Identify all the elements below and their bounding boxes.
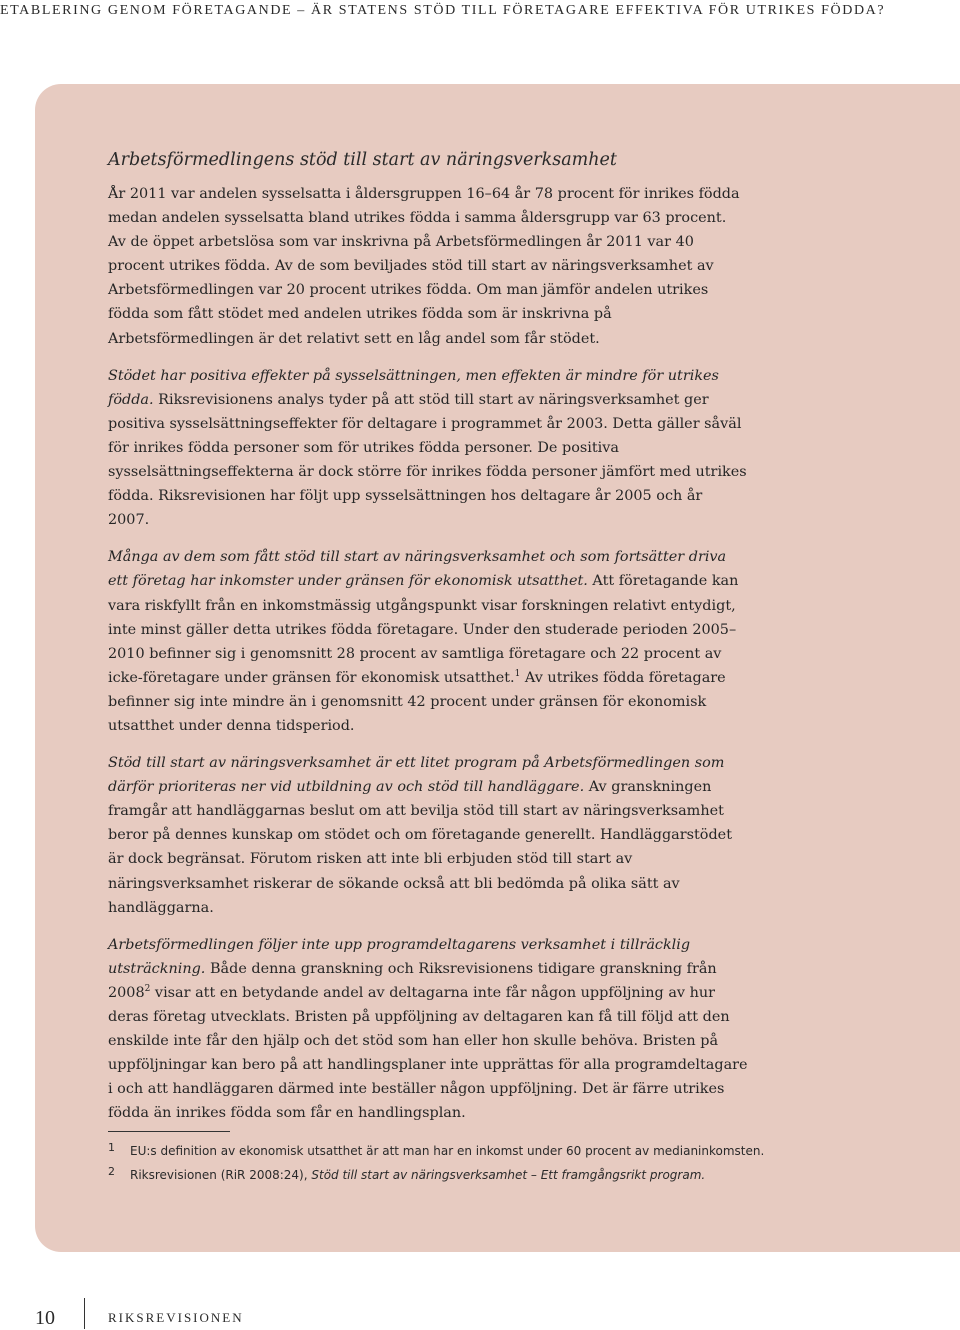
- page-number: 10: [35, 1307, 55, 1329]
- paragraph-text-after: Av utrikes födda företagare befinner sig inte mindre än i genomsnitt 42 procent under gränsen för ekonomisk utsatthet under denna tidsperiod.: [108, 669, 726, 734]
- paragraph-lead: Arbetsförmedlingen följer inte upp programdeltagarens verksamhet i tillräcklig utsträckning.: [108, 936, 691, 977]
- box-content: [108, 148, 748, 1138]
- paragraph-3: [108, 545, 748, 738]
- paragraph-5: [108, 933, 748, 1126]
- paragraph-2: [108, 364, 748, 533]
- paragraph-text: Av granskningen framgår att handläggarnas beslut om att bevilja stöd till start av näringsverksamhet beror på dennes kunskap om stödet och om företagande generellt. Handläggarstödet är dock begränsat. Förutom risken att inte bli erbjuden stöd till start av näringsverksamhet riskerar de sökande också att bli bedömda på olika sätt av handläggarna.: [108, 779, 732, 916]
- footnote-number: 1: [108, 1141, 115, 1154]
- footnotes: [108, 1140, 788, 1188]
- footnote-text: [130, 1164, 705, 1186]
- running-head: ETABLERING GENOM FÖRETAGANDE – ÄR STATENS STÖD TILL FÖRETAGARE EFFEKTIVA FÖR UTRIKES FÖDDA?: [0, 3, 886, 18]
- paragraph-text: År 2011 var andelen sysselsatta i åldersgruppen 16–64 år 78 procent för inrikes födda medan andelen sysselsatta bland utrikes födda i samma åldersgrupp var 63 procent. Av de öppet arbetslösa som var inskrivna på Arbetsförmedlingen år 2011 var 40 procent utrikes födda. Av de som beviljades stöd till start av näringsverksamhet av Arbetsförmedlingen var 20 procent utrikes födda. Om man jämför andelen utrikes födda som fått stödet med andelen utrikes födda som är inskrivna på Arbetsförmedlingen är det relativt sett en låg andel som får stödet.: [108, 186, 740, 347]
- page-number-divider: [84, 1298, 85, 1329]
- footnote-divider: [108, 1131, 230, 1132]
- paragraph-1: [108, 182, 748, 351]
- publisher-name: RIKSREVISIONEN: [108, 1310, 244, 1325]
- footnote-ref-2[interactable]: 2: [144, 984, 151, 995]
- paragraph-text: Riksrevisionens analys tyder på att stöd till start av näringsverksamhet ger positiva sysselsättningseffekter för deltagare i programmet år 2003. Detta gäller såväl för inrikes födda personer som för utrikes födda personer. De positiva sysselsättningseffekterna är dock större för inrikes födda personer jämfört med utrikes födda. Riksrevisionen har följt upp sysselsättningen hos deltagare år 2005 och år 2007.: [108, 391, 747, 529]
- section-title: Arbetsförmedlingens stöd till start av näringsverksamhet: [108, 150, 617, 170]
- footnote-number: 2: [108, 1165, 115, 1178]
- footnote-text: EU:s definition av ekonomisk utsatthet är att man har en inkomst under 60 procent av medianinkomsten.: [130, 1144, 765, 1158]
- paragraph-text: Både denna granskning och Riksrevisionens tidigare granskning från 2008: [108, 960, 717, 1001]
- paragraph-lead: Stöd till start av näringsverksamhet är ett litet program på Arbetsförmedlingen som därför prioriteras ner vid utbildning av och stöd till handläggare.: [108, 755, 725, 796]
- paragraph-text-after: visar att en betydande andel av deltagarna inte får någon uppföljning av hur deras företag utvecklats. Bristen på uppföljning av deltagaren kan få till följd att den enskilde inte får den hjälp och det stöd som han eller hon skulle behöva. Bristen på uppföljningar kan bero på att handlingsplaner inte upprättas för alla programdeltagare i och att handläggaren därmed inte beställer någon uppföljning. Det är färre utrikes födda än inrikes födda som får en handlingsplan.: [108, 984, 748, 1122]
- footnote-2: [108, 1164, 788, 1188]
- paragraph-lead: Många av dem som fått stöd till start av näringsverksamhet och som fortsätter driva ett företag har inkomster under gränsen för ekonomisk utsatthet.: [108, 549, 727, 590]
- footnote-ref-1[interactable]: 1: [514, 668, 521, 679]
- footnote-text-plain: Riksrevisionen (RiR 2008:24),: [130, 1168, 312, 1182]
- paragraph-text: Att företagande kan vara riskfyllt från en inkomstmässig utgångspunkt visar forskningen relativt entydigt, inte minst gäller detta utrikes födda företagare. Under den studerade perioden 2005–2010 befinner sig i genomsnitt 28 procent av samtliga företagare och 22 procent av icke-företagare under gränsen för ekonomisk utsatthet.: [108, 573, 739, 686]
- footnote-1: [108, 1140, 788, 1164]
- paragraph-lead: Stödet har positiva effekter på sysselsättningen, men effekten är mindre för utrikes födda.: [108, 367, 719, 408]
- footnote-text-italic: Stöd till start av näringsverksamhet – Ett framgångsrikt program.: [311, 1168, 706, 1182]
- paragraph-4: [108, 751, 748, 920]
